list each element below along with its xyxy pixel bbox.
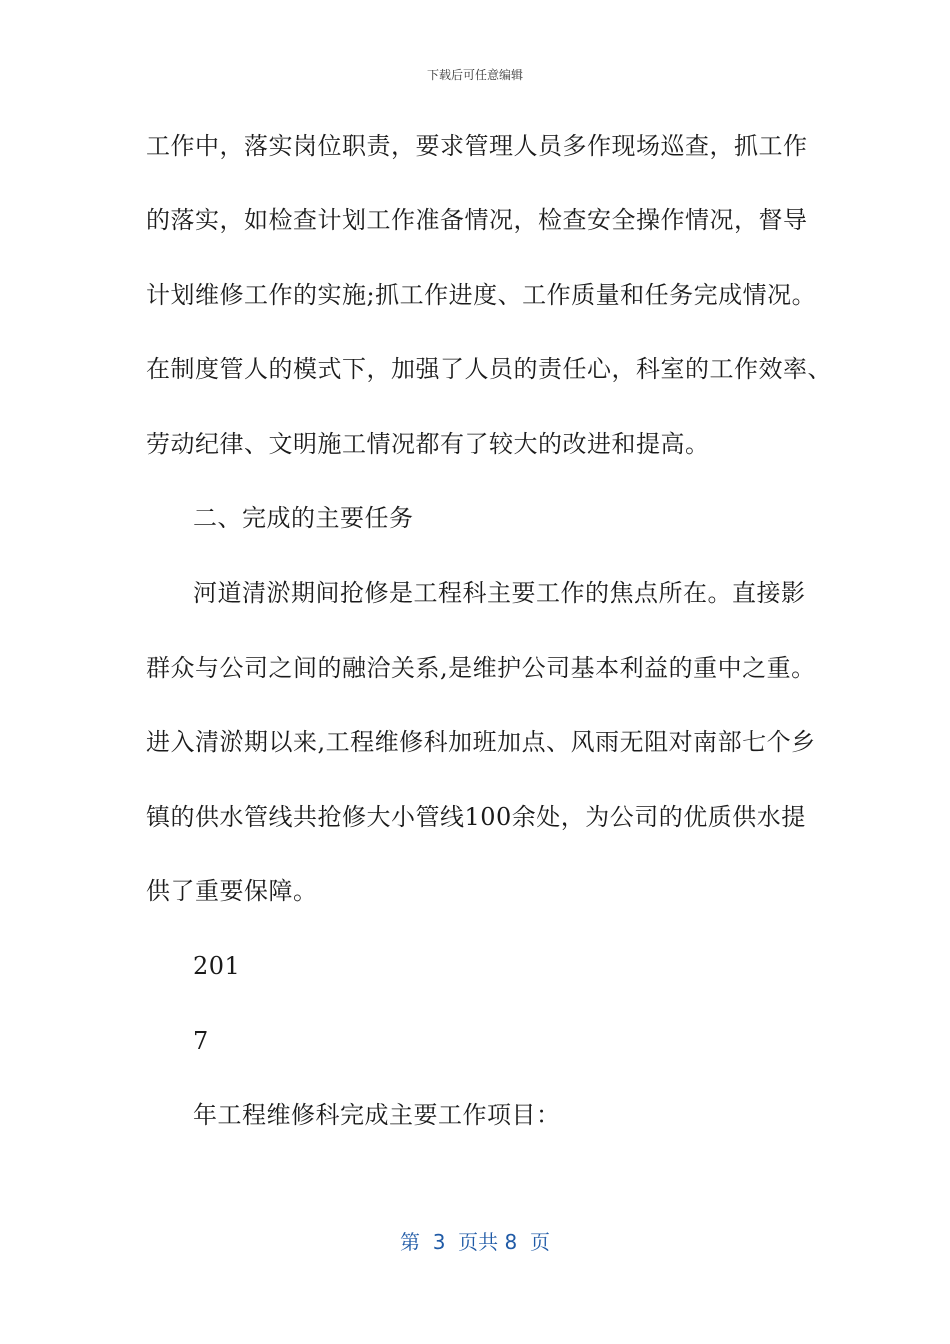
page-header-note: 下载后可任意编辑 <box>426 68 523 82</box>
paragraph-line: 镇的供水管线共抢修大小管线100余处，为公司的优质供水提 <box>146 803 806 831</box>
paragraph-line: 的落实，如检查计划工作准备情况，检查安全操作情况，督导 <box>146 206 808 234</box>
paragraph-line: 年工程维修科完成主要工作项目： <box>193 1101 561 1129</box>
paragraph-line: 7 <box>193 1027 209 1055</box>
paragraph-line: 工作中，落实岗位职责，要求管理人员多作现场巡查，抓工作 <box>146 132 808 160</box>
paragraph-line: 计划维修工作的实施;抓工作进度、工作质量和任务完成情况。 <box>146 281 817 309</box>
paragraph-line: 进入清淤期以来,工程维修科加班加点、风雨无阻对南部七个乡 <box>146 728 816 756</box>
paragraph-line: 201 <box>193 952 241 980</box>
paragraph-line: 在制度管人的模式下，加强了人员的责任心，科室的工作效率、 <box>146 355 832 383</box>
page-number-footer: 第 3 页共 8 页 <box>400 1230 550 1254</box>
paragraph-line: 河道清淤期间抢修是工程科主要工作的焦点所在。直接影 <box>193 579 806 607</box>
paragraph-line: 群众与公司之间的融洽关系,是维护公司基本利益的重中之重。 <box>146 654 816 682</box>
section-heading: 二、完成的主要任务 <box>193 504 414 532</box>
paragraph-line: 劳动纪律、文明施工情况都有了较大的改进和提高。 <box>146 430 710 458</box>
paragraph-line: 供了重要保障。 <box>146 877 318 905</box>
